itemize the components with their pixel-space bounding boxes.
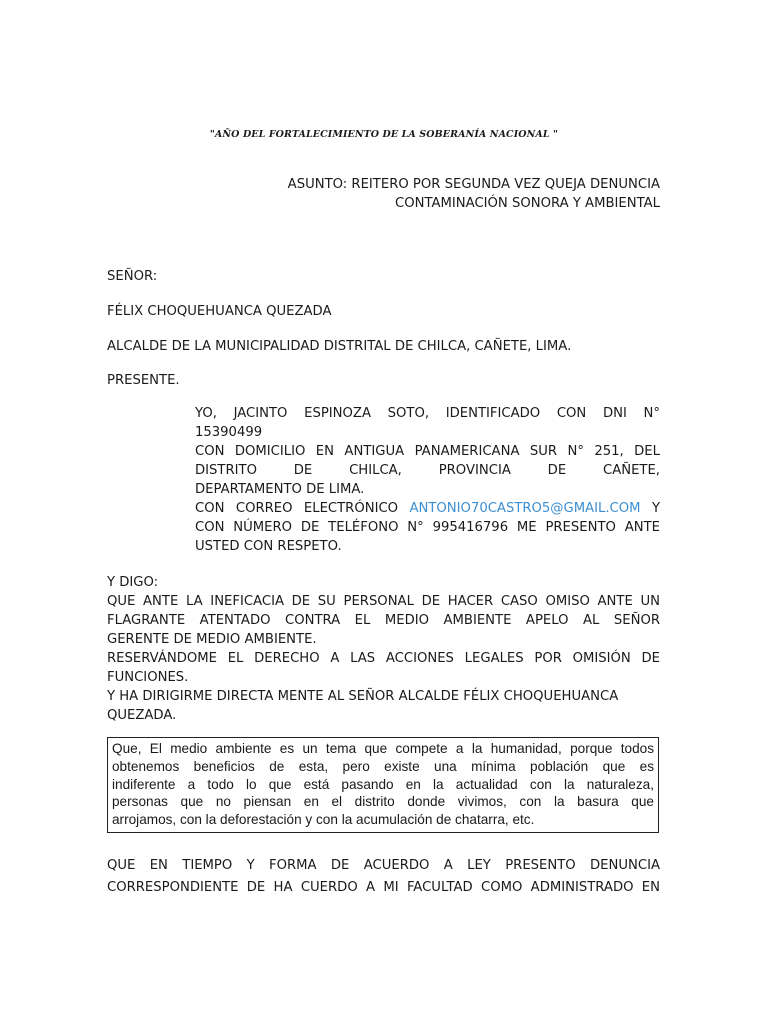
identification-paragraph xyxy=(195,404,660,556)
closing-paragraph xyxy=(107,855,660,899)
salutation: SEÑOR: xyxy=(107,269,158,284)
identification-line: 15390499 xyxy=(195,425,263,440)
closing-line: QUE EN TIEMPO Y FORMA DE ACUERDO A LEY PRESENTO DENUNCIA xyxy=(107,858,660,873)
digo-line: GERENTE DE MEDIO AMBIENTE. xyxy=(107,632,317,647)
identification-line: CON NÚMERO DE TELÉFONO N° 995416796 ME PRESENTO ANTE xyxy=(195,520,660,535)
year-motto: "AÑO DEL FORTALECIMIENTO DE LA SOBERANÍA NACIONAL " xyxy=(209,129,559,140)
closing-line: CORRESPONDIENTE DE HA CUERDO A MI FACULTAD COMO ADMINISTRADO EN xyxy=(107,880,660,895)
identification-line: DEPARTAMENTO DE LIMA. xyxy=(195,482,365,497)
digo-paragraph xyxy=(107,573,660,725)
identification-line xyxy=(195,461,660,480)
email-conjunction: Y xyxy=(651,501,660,516)
district-label: DISTRITO DE xyxy=(195,463,313,478)
digo-line: FUNCIONES. xyxy=(107,670,189,685)
digo-line: Y HA DIRIGIRME DIRECTA MENTE AL SEÑOR ALCALDE FÉLIX CHOQUEHUANCA xyxy=(107,689,619,704)
identification-line: CON DOMICILIO EN ANTIGUA PANAMERICANA SUR N° 251, DEL xyxy=(195,444,660,459)
quote-line: indiferente a todo lo que está pasando en la actualidad con la naturaleza, xyxy=(112,776,654,792)
subject-block xyxy=(200,175,660,213)
quote-line: arrojamos, con la deforestación y con la acumulación de chatarra, etc. xyxy=(112,812,535,828)
identification-line xyxy=(195,499,660,518)
quote-box xyxy=(107,737,659,833)
quote-line: obtenemos beneficios de esta, pero existe una mínima población que es xyxy=(112,758,654,774)
quote-line: personas que no piensan en el distrito donde vivimos, con la basura que xyxy=(112,794,654,810)
digo-line: FLAGRANTE ATENTADO CONTRA EL MEDIO AMBIENTE APELO AL SEÑOR xyxy=(107,613,660,628)
addressee-name: FÉLIX CHOQUEHUANCA QUEZADA xyxy=(107,304,332,319)
digo-line: Y DIGO: xyxy=(107,575,159,590)
identification-line: USTED CON RESPETO. xyxy=(195,539,342,554)
subject-line-1: ASUNTO: REITERO POR SEGUNDA VEZ QUEJA DENUNCIA xyxy=(287,177,660,192)
digo-line: QUEZADA. xyxy=(107,708,177,723)
quote-line: Que, El medio ambiente es un tema que compete a la humanidad, porque todos xyxy=(112,741,654,756)
district-value: CHILCA, PROVINCIA DE CAÑETE, xyxy=(349,463,660,478)
identification-line: YO, JACINTO ESPINOZA SOTO, IDENTIFICADO CON DNI N° xyxy=(195,406,660,421)
subject-line-2: CONTAMINACIÓN SONORA Y AMBIENTAL xyxy=(395,196,660,211)
digo-line: QUE ANTE LA INEFICACIA DE SU PERSONAL DE HACER CASO OMISO ANTE UN xyxy=(107,594,660,609)
addressee-position: ALCALDE DE LA MUNICIPALIDAD DISTRITAL DE CHILCA, CAÑETE, LIMA. xyxy=(107,339,572,354)
email-label: CON CORREO ELECTRÓNICO xyxy=(195,501,399,516)
presente-line: PRESENTE. xyxy=(107,373,180,388)
digo-line: RESERVÁNDOME EL DERECHO A LAS ACCIONES LEGALES POR OMISIÓN DE xyxy=(107,651,660,666)
email-link[interactable]: ANTONIO70CASTRO5@GMAIL.COM xyxy=(409,501,641,516)
